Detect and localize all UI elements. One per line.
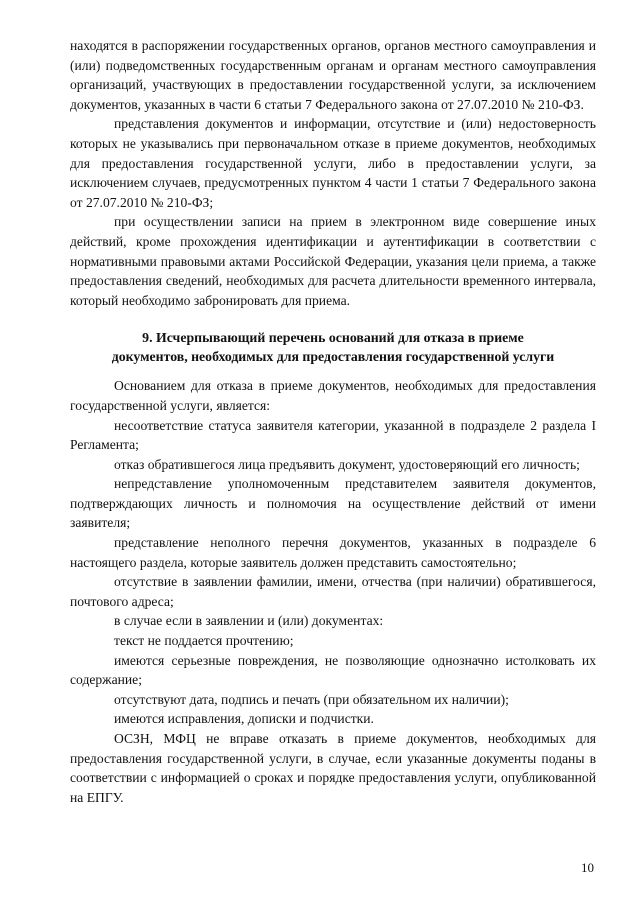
paragraph-item: при осуществлении записи на прием в электронном виде совершение иных действий, кроме прохождения идентификации и аутентификации в соответствии с нормативными правовыми актами Российской Федерации, указания цели приема, а также предоставления сведений, необходимых для расчета длительности временного интервала, который необходимо забронировать для приема. [70, 214, 596, 308]
section-heading-line-2: документов, необходимых для предоставления государственной услуги [111, 349, 555, 365]
paragraph-item: в случае если в заявлении и (или) документах: [114, 613, 384, 629]
paragraph-item: представления документов и информации, отсутствие и (или) недостоверность которых не указывались при первоначальном отказе в приеме документов, необходимых для предоставления государственной услуги, либо в предоставлении услуги, за исключением случаев, предусмотренных пунктом 4 части 1 статьи 7 Федерального закона от 27.07.2010 № 210-ФЗ; [70, 116, 596, 210]
paragraph-item: представление неполного перечня документов, указанных в подразделе 6 настоящего раздела, которые заявитель должен представить самостоятельно; [70, 535, 596, 570]
paragraph-item: непредставление уполномоченным представителем заявителя документов, подтверждающих личность и полномочия на осуществление действий от имени заявителя; [70, 476, 596, 531]
paragraph-item: текст не поддается прочтению; [114, 633, 294, 649]
document-page [70, 36, 596, 807]
paragraph-item: отсутствие в заявлении фамилии, имени, отчества (при наличии) обратившегося, почтового адреса; [70, 574, 596, 609]
paragraph-item: имеются исправления, дописки и подчистки. [114, 711, 374, 727]
page-number: 10 [581, 860, 594, 875]
section-heading-line-1: 9. Исчерпывающий перечень оснований для отказа в приеме [142, 330, 524, 346]
paragraph-continued: находятся в распоряжении государственных органов, органов местного самоуправления и (или) подведомственных государственным органам и органам местного самоуправления организаций, участвующих в предоставлении государственной услуги, за исключением документов, указанных в части 6 статьи 7 Федерального закона от 27.07.2010 № 210-ФЗ. [70, 38, 596, 112]
paragraph-item: отказ обратившегося лица предъявить документ, удостоверяющий его личность; [114, 456, 580, 472]
section-heading [70, 328, 596, 366]
paragraph-item: имеются серьезные повреждения, не позволяющие однозначно истолковать их содержание; [70, 652, 596, 688]
paragraph-intro: Основанием для отказа в приеме документов, необходимых для предоставления государственной услуги, является: [70, 378, 596, 413]
paragraph-item: отсутствуют дата, подпись и печать (при обязательном их наличии); [114, 691, 509, 707]
paragraph-closing: ОСЗН, МФЦ не вправе отказать в приеме документов, необходимых для предоставления государственной услуги, в случае, если указанные документы поданы в соответствии с информацией о сроках и порядке предоставления услуги, опубликованной на ЕПГУ. [70, 731, 596, 805]
paragraph-item: несоответствие статуса заявителя категории, указанной в подразделе 2 раздела I Регламента; [70, 417, 596, 453]
